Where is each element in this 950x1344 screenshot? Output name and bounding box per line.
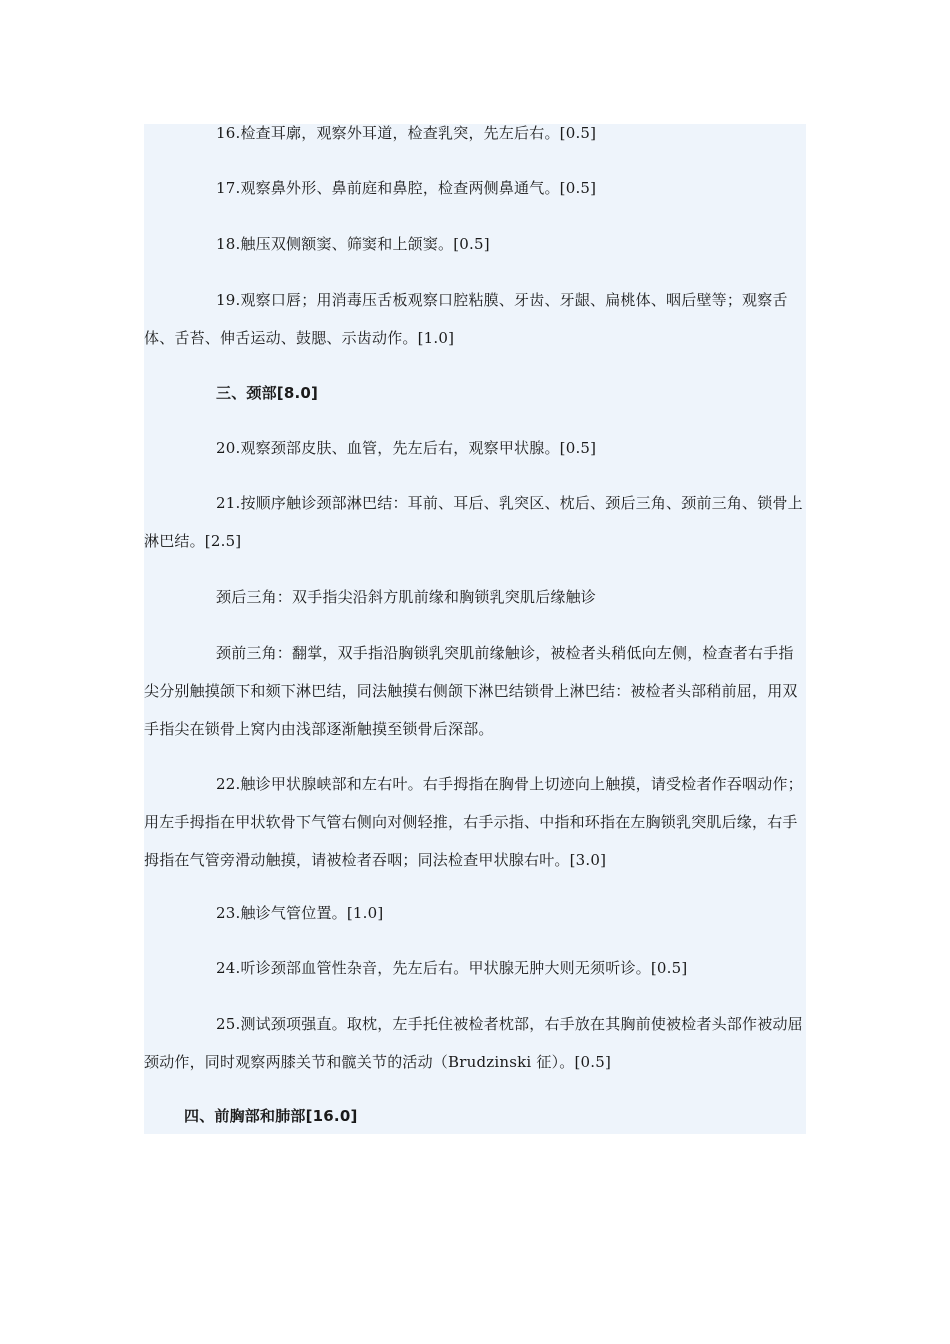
item-23-trachea: 23.触诊气管位置。[1.0]	[216, 904, 384, 922]
item-20-neck-skin: 20.观察颈部皮肤、血管，先左后右，观察甲状腺。[0.5]	[216, 439, 597, 457]
item-18-sinus-exam: 18.触压双侧额窦、筛窦和上颌窦。[0.5]	[216, 235, 490, 253]
item-21-lymph-nodes: 21.按顺序触诊颈部淋巴结：耳前、耳后、乳突区、枕后、颈后三角、颈前三角、锁骨上淋巴结。[2.5]	[144, 494, 803, 550]
item-24-vascular-murmur: 24.听诊颈部血管性杂音，先左后右。甲状腺无肿大则无须听诊。[0.5]	[216, 959, 688, 977]
item-22-thyroid: 22.触诊甲状腺峡部和左右叶。右手拇指在胸骨上切迹向上触摸，请受检者作吞咽动作；用左手拇指在甲状软骨下气管右侧向对侧轻推，右手示指、中指和环指在左胸锁乳突肌后缘，右手拇指在气管旁滑动触摸，请被检者吞咽；同法检查甲状腺右叶。[3.0]	[144, 775, 803, 869]
item-17-nose-exam: 17.观察鼻外形、鼻前庭和鼻腔，检查两侧鼻通气。[0.5]	[216, 179, 597, 197]
item-19-mouth-exam: 19.观察口唇；用消毒压舌板观察口腔粘膜、牙齿、牙龈、扁桃体、咽后壁等；观察舌体、舌苔、伸舌运动、鼓腮、示齿动作。[1.0]	[144, 291, 788, 347]
item-16-ear-exam: 16.检查耳廓，观察外耳道，检查乳突，先左后右。[0.5]	[216, 124, 597, 142]
section-heading-neck: 三、颈部[8.0]	[216, 384, 319, 402]
anterior-triangle-note: 颈前三角：翻掌，双手指沿胸锁乳突肌前缘触诊，被检者头稍低向左侧，检查者右手指尖分别触摸颌下和颏下淋巴结，同法触摸右侧颌下淋巴结锁骨上淋巴结：被检者头部稍前屈，用双手指尖在锁骨上窝内由浅部逐渐触摸至锁骨后深部。	[144, 644, 798, 738]
section-heading-chest-lungs: 四、前胸部和肺部[16.0]	[184, 1107, 358, 1125]
item-25-neck-stiffness: 25.测试颈项强直。取枕，左手托住被检者枕部，右手放在其胸前使被检者头部作被动屈颈动作，同时观察两膝关节和髋关节的活动（Brudzinski 征）。[0.5]	[144, 1015, 803, 1071]
posterior-triangle-note: 颈后三角：双手指尖沿斜方肌前缘和胸锁乳突肌后缘触诊	[216, 588, 597, 606]
